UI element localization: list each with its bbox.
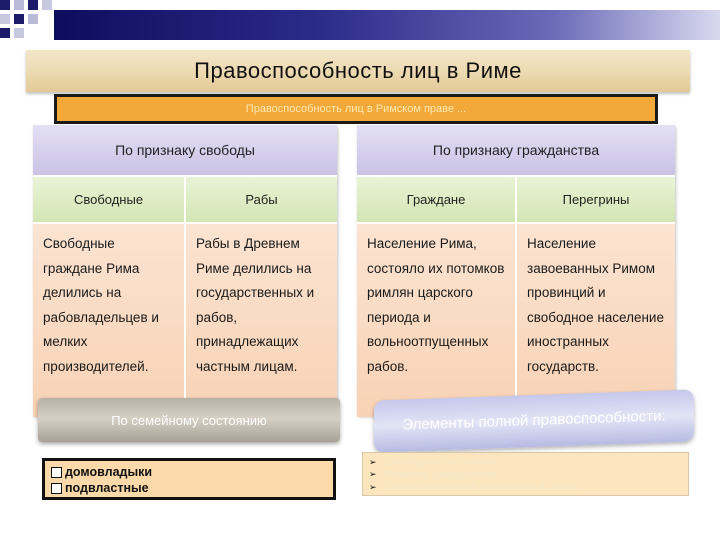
cell-peregrines: Население завоеванных Римом провинций и свободное население иностранных государств. [515, 224, 675, 417]
arrow-bullet-icon: ➢ [369, 469, 377, 480]
family-status-list [42, 458, 336, 500]
elements-label [374, 389, 694, 452]
citizenship-table [357, 125, 675, 415]
freedom-header: По признаку свободы [33, 125, 337, 175]
elements-list [362, 452, 689, 496]
list-item-label: подвластные [65, 481, 149, 495]
list-item [51, 464, 327, 480]
citizenship-header: По признаку гражданства [357, 125, 675, 175]
list-item-label: Свободное состояние [385, 456, 498, 469]
list-item [369, 469, 682, 482]
cell-slaves: Рабы в Древнем Риме делились на государственных и рабов, принадлежащих частным лицам. [184, 224, 337, 417]
list-item [51, 480, 327, 496]
freedom-table [33, 125, 337, 415]
checkbox-icon [51, 483, 62, 494]
arrow-bullet-icon: ➢ [369, 456, 377, 467]
list-item-label: Самостоятельное положение в семье [385, 481, 579, 494]
column-peregrines: Перегрины [515, 177, 675, 222]
list-item [369, 456, 682, 469]
family-status-text: По семейному состоянию [111, 412, 267, 428]
freedom-subheader-row [33, 175, 337, 222]
definition-bar [54, 94, 658, 124]
corner-decoration [0, 0, 60, 40]
cell-free: Свободные граждане Рима делились на рабовладельцев и мелких производителей. [43, 236, 159, 374]
list-item [369, 481, 682, 494]
citizenship-body-row [357, 222, 675, 417]
column-citizens: Граждане [406, 192, 466, 207]
list-item-label: Римское гражданство [385, 468, 497, 481]
elements-label-text: Элементы полной правоспособности: [402, 407, 666, 434]
arrow-bullet-icon: ➢ [369, 481, 377, 492]
page-title: Правоспособность лиц в Риме [194, 58, 522, 83]
list-item-label: домовладыки [65, 465, 153, 479]
checkbox-icon [51, 467, 62, 478]
cell-citizens: Население Рима, состояло их потомков римлян царского периода и вольноотпущенных рабов. [367, 236, 505, 374]
citizenship-subheader-row [357, 175, 675, 222]
column-slaves: Рабы [184, 177, 337, 222]
freedom-body-row [33, 222, 337, 417]
column-free: Свободные [73, 192, 144, 207]
title-banner [26, 50, 690, 92]
definition-text: Правоспособность лиц в Римском праве ... [245, 103, 467, 115]
family-status-label [38, 398, 340, 442]
top-gradient-bar [54, 10, 720, 40]
